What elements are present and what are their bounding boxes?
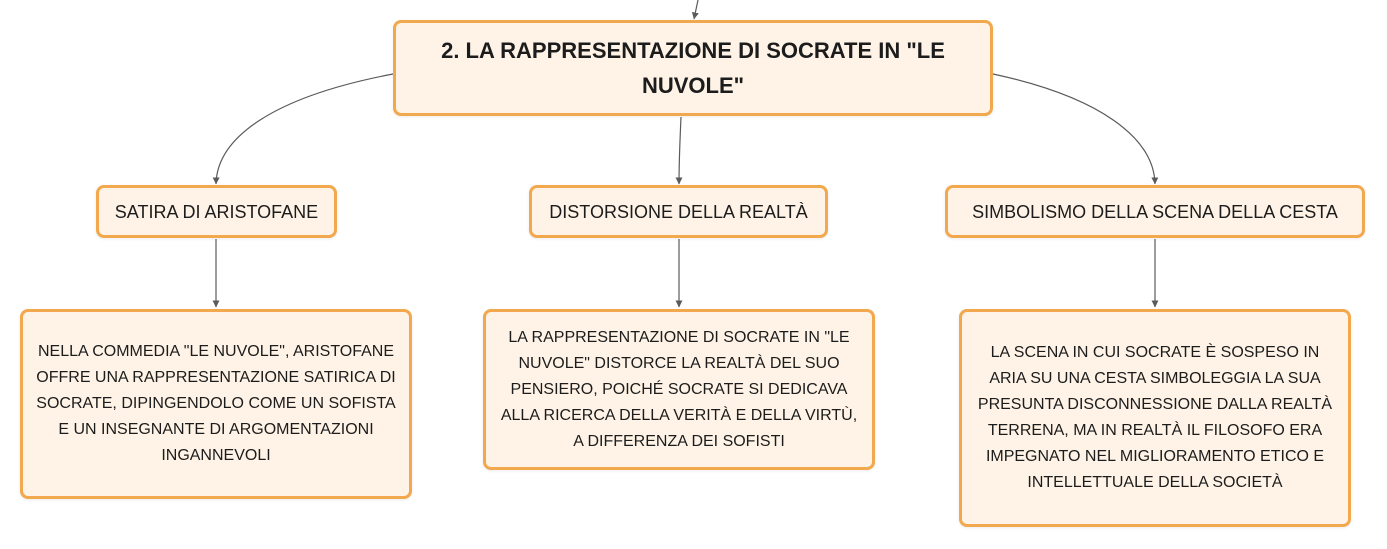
detail-text-line: INTELLETTUALE DELLA SOCIETÀ bbox=[1027, 474, 1283, 491]
connector-from-parent bbox=[694, 0, 698, 19]
connector-root-to-satira bbox=[216, 74, 393, 184]
detail-text-line: SOCRATE, DIPINGENDOLO COME UN SOFISTA bbox=[36, 395, 396, 412]
detail-node-satira[interactable] bbox=[20, 309, 412, 499]
detail-text-line: NUVOLE" DISTORCE LA REALTÀ DEL SUO bbox=[518, 354, 840, 372]
subtopic-label: SATIRA DI ARISTOFANE bbox=[114, 201, 319, 222]
subtopic-label: SIMBOLISMO DELLA SCENA DELLA CESTA bbox=[972, 201, 1338, 222]
detail-text-line: TERRENA, MA IN REALTÀ IL FILOSOFO ERA bbox=[987, 422, 1323, 439]
root-topic-title-line: 2. LA RAPPRESENTAZIONE DI SOCRATE IN "LE bbox=[441, 38, 945, 63]
detail-text-line: ALLA RICERCA DELLA VERITÀ E DELLA VIRTÙ, bbox=[500, 406, 858, 424]
subtopic-node-distorsione[interactable] bbox=[529, 185, 828, 238]
detail-text-line: IMPEGNATO NEL MIGLIORAMENTO ETICO E bbox=[985, 448, 1325, 465]
connector-root-to-simbolismo bbox=[993, 74, 1155, 184]
connector-root-to-distorsione bbox=[679, 117, 681, 184]
detail-node-distorsione[interactable] bbox=[483, 309, 875, 470]
detail-text-line: PENSIERO, POICHÉ SOCRATE SI DEDICAVA bbox=[510, 380, 848, 398]
root-topic-title-line: NUVOLE" bbox=[641, 73, 745, 98]
subtopic-node-simbolismo[interactable] bbox=[945, 185, 1365, 238]
detail-text-line: A DIFFERENZA DEI SOFISTI bbox=[573, 432, 785, 450]
root-topic-node[interactable] bbox=[393, 20, 993, 116]
subtopic-node-satira[interactable] bbox=[96, 185, 337, 238]
subtopic-label: DISTORSIONE DELLA REALTÀ bbox=[549, 201, 808, 222]
detail-node-simbolismo[interactable] bbox=[959, 309, 1351, 527]
detail-text-line: LA RAPPRESENTAZIONE DI SOCRATE IN "LE bbox=[508, 328, 850, 346]
detail-text-line: ARIA SU UNA CESTA SIMBOLEGGIA LA SUA bbox=[989, 370, 1321, 387]
detail-text-line: INGANNEVOLI bbox=[161, 447, 271, 464]
detail-text-line: NELLA COMMEDIA "LE NUVOLE", ARISTOFANE bbox=[37, 343, 395, 360]
detail-text-line: LA SCENA IN CUI SOCRATE È SOSPESO IN bbox=[990, 344, 1320, 361]
detail-text-line: OFFRE UNA RAPPRESENTAZIONE SATIRICA DI bbox=[36, 369, 396, 386]
detail-text-line: PRESUNTA DISCONNESSIONE DALLA REALTÀ bbox=[977, 396, 1333, 413]
detail-text-line: E UN INSEGNANTE DI ARGOMENTAZIONI bbox=[58, 421, 374, 438]
